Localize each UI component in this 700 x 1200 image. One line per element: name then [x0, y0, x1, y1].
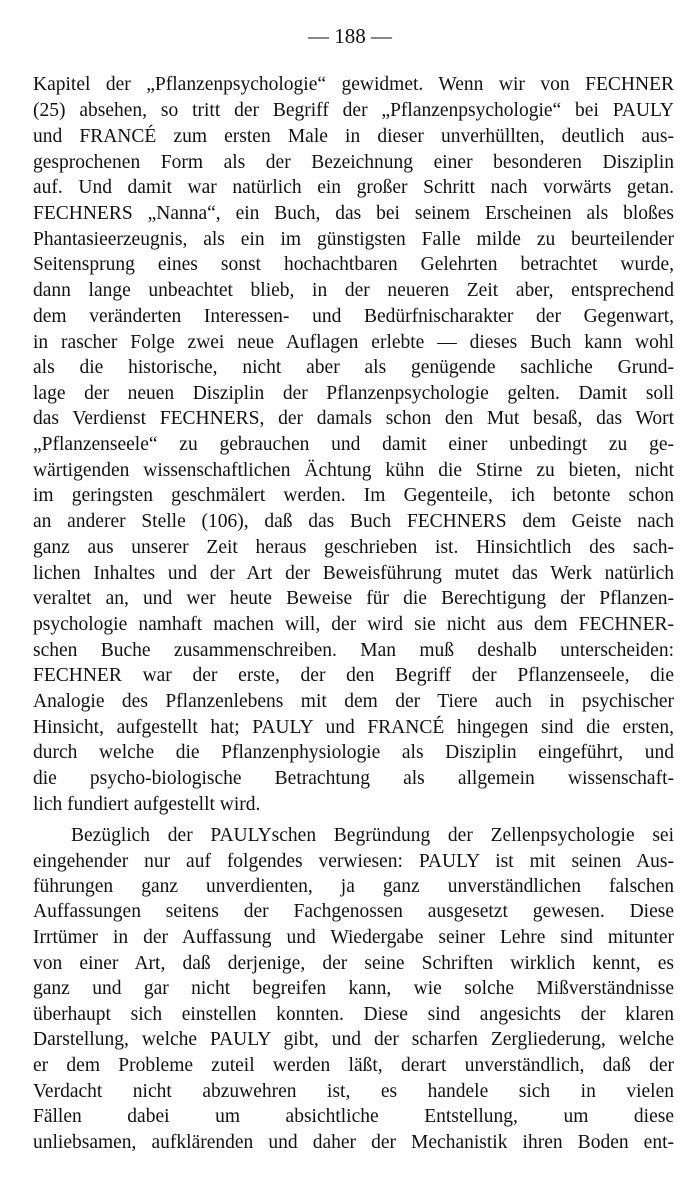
text-line: „Pflanzenseele“ zu gebrauchen und damit einer unbedingt zu ge-	[33, 434, 674, 455]
text-line: schen Buche zusammenschreiben. Man muß deshalb unterscheiden:	[33, 640, 674, 661]
text-line: Irrtümer in der Auffassung und Wiedergabe seiner Lehre sind mitunter	[33, 927, 674, 948]
text-line: im geringsten geschmälert werden. Im Gegenteile, ich betonte schon	[33, 485, 674, 506]
text-line: unliebsamen, aufklärenden und daher der Mechanistik ihren Boden ent-	[33, 1132, 674, 1153]
text-line: und FRANCÉ zum ersten Male in dieser unverhüllten, deutlich aus-	[33, 126, 674, 147]
text-line: das Verdienst FECHNERS, der damals schon den Mut besaß, das Wort	[33, 408, 674, 429]
text-line: FECHNERS „Nanna“, ein Buch, das bei seinem Erscheinen als bloßes	[33, 203, 674, 224]
page-number: — 188 —	[308, 24, 392, 48]
text-line: eingehender nur auf folgendes verwiesen: PAULY ist mit seinen Aus-	[33, 851, 674, 872]
text-line: lichen Inhaltes und der Art der Beweisführung mutet das Werk natürlich	[33, 563, 674, 584]
text-line: Phantasieerzeugnis, als ein im günstigsten Falle milde zu beurteilender	[33, 229, 674, 250]
text-line: lich fundiert aufgestellt wird.	[33, 794, 261, 815]
text-line: gesprochenen Form als der Bezeichnung einer besonderen Disziplin	[33, 152, 674, 173]
text-line: Hinsicht, aufgestellt hat; PAULY und FRANCÉ hingegen sind die ersten,	[33, 717, 674, 738]
text-line: führungen ganz unverdienten, ja ganz unverständlichen falschen	[33, 876, 674, 897]
text-line: durch welche die Pflanzenphysiologie als Disziplin eingeführt, und	[33, 742, 674, 763]
text-line: die psycho-biologische Betrachtung als allgemein wissenschaft-	[33, 768, 674, 789]
text-line: Kapitel der „Pflanzenpsychologie“ gewidmet. Wenn wir von FECHNER	[33, 74, 674, 95]
text-line: als die historische, nicht aber als genügende sachliche Grund-	[33, 357, 674, 378]
text-line: Darstellung, welche PAULY gibt, und der scharfen Zergliederung, welche	[33, 1029, 674, 1050]
text-line: Seitensprung eines sonst hochachtbaren Gelehrten betrachtet wurde,	[33, 254, 674, 275]
text-line: Bezüglich der PAULYschen Begründung der Zellenpsychologie sei	[71, 825, 674, 846]
text-line: wärtigenden wissenschaftlichen Ächtung kühn die Stirne zu bieten, nicht	[33, 460, 674, 481]
text-line: Fällen dabei um absichtliche Entstellung, um diese	[33, 1106, 674, 1127]
text-line: Analogie des Pflanzenlebens mit dem der Tiere auch in psychischer	[33, 691, 674, 712]
text-line: überhaupt sich einstellen konnten. Diese sind angesichts der klaren	[33, 1004, 674, 1025]
text-line: (25) absehen, so tritt der Begriff der „Pflanzenpsychologie“ bei PAULY	[33, 100, 674, 121]
text-line: lage der neuen Disziplin der Pflanzenpsychologie gelten. Damit soll	[33, 383, 674, 404]
text-line: psychologie namhaft machen will, der wird sie nicht aus dem FECHNER-	[33, 614, 674, 635]
text-line: FECHNER war der erste, der den Begriff der Pflanzenseele, die	[33, 665, 674, 686]
text-line: er dem Probleme zuteil werden läßt, derart unverständlich, daß der	[33, 1055, 674, 1076]
text-line: ganz und gar nicht begreifen kann, wie solche Mißverständnisse	[33, 978, 674, 999]
text-line: dann lange unbeachtet blieb, in der neueren Zeit aber, entsprechend	[33, 280, 674, 301]
text-line: von einer Art, daß derjenige, der seine Schriften wirklich kennt, es	[33, 953, 674, 974]
text-line: dem veränderten Interessen- und Bedürfnischarakter der Gegenwart,	[33, 306, 674, 327]
text-line: in rascher Folge zwei neue Auflagen erlebte — dieses Buch kann wohl	[33, 332, 674, 353]
text-line: Auffassungen seitens der Fachgenossen ausgesetzt gewesen. Diese	[33, 901, 674, 922]
text-line: auf. Und damit war natürlich ein großer Schritt nach vorwärts getan.	[33, 177, 674, 198]
text-line: an anderer Stelle (106), daß das Buch FECHNERS dem Geiste nach	[33, 511, 674, 532]
text-line: Verdacht nicht abzuwehren ist, es handele sich in vielen	[33, 1081, 674, 1102]
text-line: ganz aus unserer Zeit heraus geschrieben ist. Hinsichtlich des sach-	[33, 537, 674, 558]
text-line: veraltet an, und wer heute Beweise für die Berechtigung der Pflanzen-	[33, 588, 674, 609]
